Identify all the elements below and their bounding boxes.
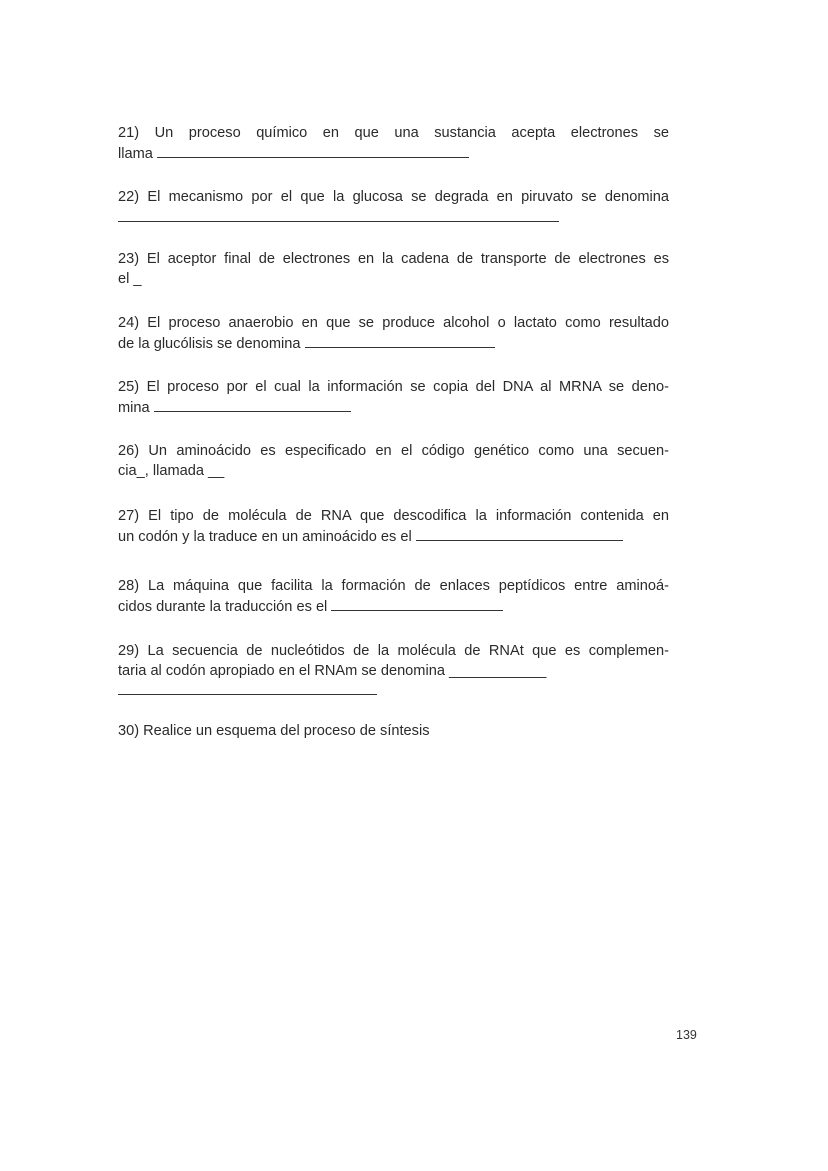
question-29-line-1: 29) La secuencia de nucleótidos de la molécula de RNAt que es complemen-: [118, 643, 669, 659]
question-30-line-1: 30) Realice un esquema del proceso de síntesis: [118, 723, 430, 739]
question-22: [118, 188, 669, 228]
question-26-line-1: 26) Un aminoácido es especificado en el código genético como una secuen-: [118, 443, 669, 459]
question-27-line-1: 27) El tipo de molécula de RNA que descodifica la información contenida en: [118, 508, 669, 524]
question-21-line-2: [118, 144, 669, 165]
question-21-line-1: 21) Un proceso químico en que una sustancia acepta electrones se: [118, 125, 669, 141]
question-25-line-2-text: mina: [118, 399, 150, 416]
question-30: [118, 722, 669, 742]
answer-blank-21: [157, 144, 469, 158]
question-22-line-2: [118, 208, 669, 229]
question-29: [118, 642, 669, 702]
question-25: [118, 378, 669, 418]
question-26: [118, 442, 669, 481]
question-23-line-2: el _: [118, 270, 142, 287]
question-22-line-1: 22) El mecanismo por el que la glucosa se degrada en piruvato se denomina: [118, 189, 669, 205]
answer-blank-24: [305, 334, 495, 348]
question-26-line-2: cia_, llamada __: [118, 462, 225, 479]
question-24-line-2: [118, 334, 669, 355]
question-29-line-2: taria al codón apropiado en el RNAm se denomina ____________: [118, 662, 547, 679]
question-28: [118, 577, 669, 617]
question-24-line-2-text: de la glucólisis se denomina: [118, 335, 301, 352]
question-29-line-3: [118, 681, 669, 702]
question-21-line-2-text: llama: [118, 145, 153, 162]
answer-blank-28: [331, 597, 503, 611]
question-28-line-2-text: cidos durante la traducción es el: [118, 598, 328, 615]
answer-blank-25: [154, 398, 351, 412]
question-27: [118, 507, 669, 547]
question-24: [118, 314, 669, 354]
question-24-line-1: 24) El proceso anaerobio en que se produce alcohol o lactato como resultado: [118, 315, 669, 331]
question-23-line-1: 23) El aceptor final de electrones en la cadena de transporte de electrones es: [118, 251, 669, 267]
question-23: [118, 250, 669, 289]
answer-blank-27: [416, 527, 623, 541]
question-27-line-2-text: un codón y la traduce en un aminoácido es el: [118, 528, 412, 545]
page-number: 139: [676, 1028, 697, 1042]
question-25-line-1: 25) El proceso por el cual la información se copia del DNA al MRNA se deno-: [118, 379, 669, 395]
question-28-line-2: [118, 597, 669, 618]
answer-blank-29: [118, 681, 377, 695]
question-25-line-2: [118, 398, 669, 419]
question-21: [118, 124, 669, 164]
answer-blank-22: [118, 208, 559, 222]
question-27-line-2: [118, 527, 669, 548]
question-28-line-1: 28) La máquina que facilita la formación de enlaces peptídicos entre aminoá-: [118, 578, 669, 594]
